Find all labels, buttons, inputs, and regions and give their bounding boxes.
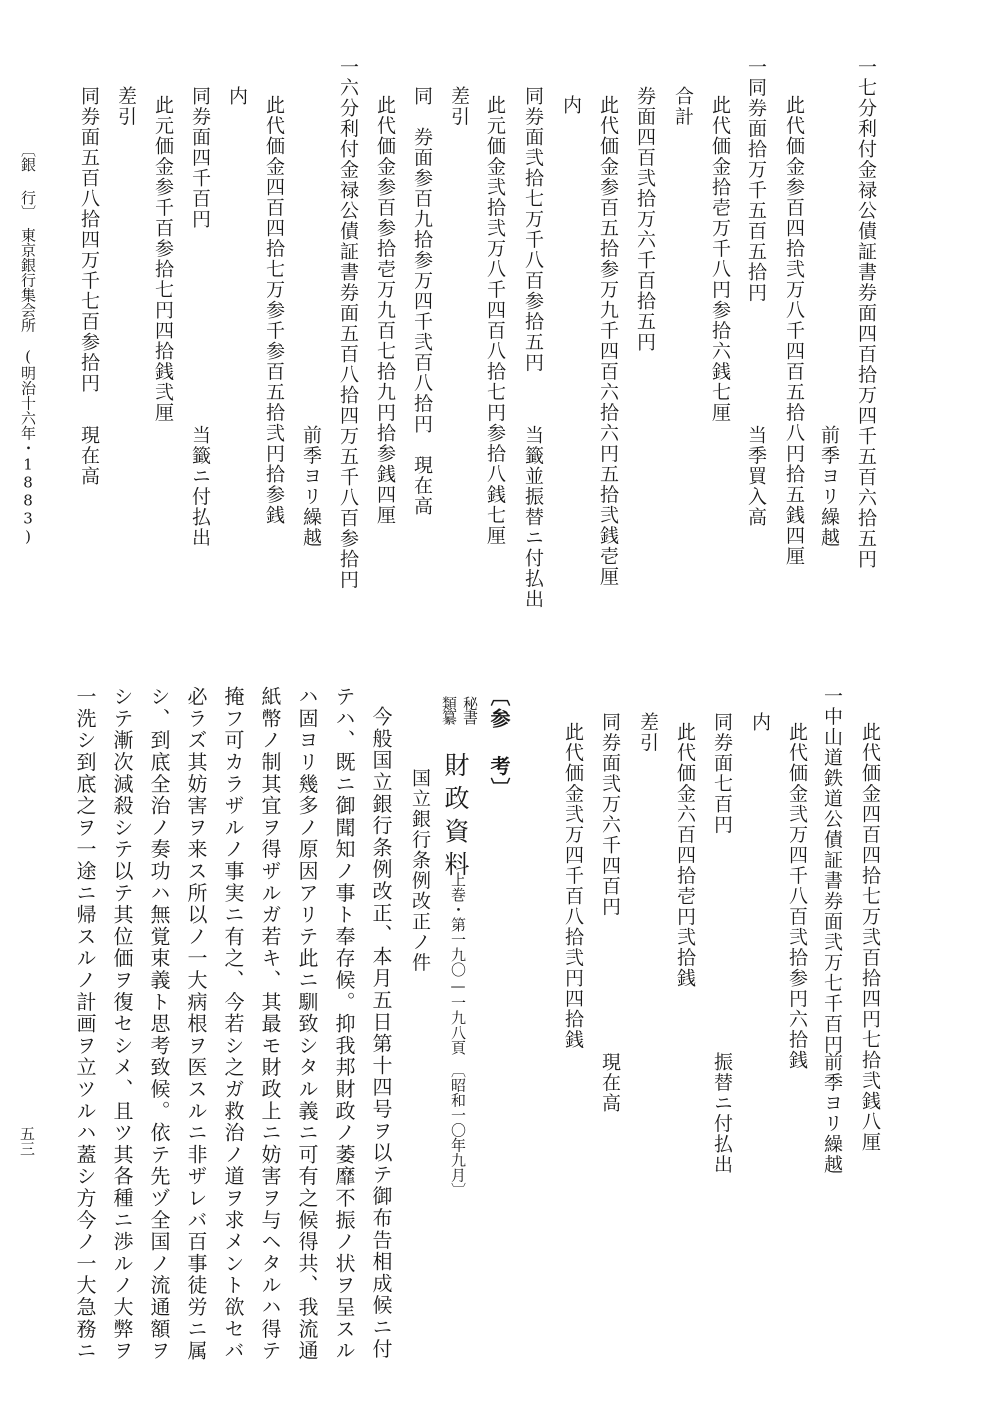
text-line: 同 券面参百九拾参万四千弐百八拾円 現在高 xyxy=(411,86,433,517)
text-line: 一七分利付金禄公債証書券面四百拾万四千五百六拾五円 xyxy=(855,57,877,570)
text-line: 券面四百弐拾万六千百拾五円 xyxy=(634,86,656,353)
text-line: 此元価金参千百参拾七円四拾銭弐厘 xyxy=(152,95,174,423)
text-line: 一中山道鉄道公債証書券面弐万七千百円 xyxy=(821,686,843,1055)
text-line: 同券面弐万六千四百円 xyxy=(599,712,621,917)
text-line: 此代価金拾壱万千八円参拾六銭七厘 xyxy=(709,95,731,423)
text-line: 当籤ニ付払出 xyxy=(189,425,211,548)
text-line: 一同券面拾万千五百五拾円 xyxy=(745,57,767,303)
source-title: 財政資料 xyxy=(441,752,470,884)
body-line: テハ、既ニ御聞知ノ事ト奉存候。抑我邦財政ノ萎靡不振ノ状ヲ呈スル xyxy=(332,686,356,1362)
body-line: 今般国立銀行条例改正、本月五日第十四号ヲ以テ御布告相成候ニ付 xyxy=(369,706,393,1360)
text-line: 同券面七百円 xyxy=(711,712,733,835)
text-line: 此代価金弐万四千百八拾弐円四拾銭 xyxy=(562,722,584,1050)
text-line: 此代価金弐万四千八百弐拾参円六拾銭 xyxy=(786,722,808,1071)
text-line: 内 xyxy=(226,86,248,107)
text-line: 此代価金参百五拾参万九千四百六拾六円五拾弐銭壱厘 xyxy=(597,95,619,587)
text-line: 此代価金参百参拾壱万九百七拾九円拾参銭四厘 xyxy=(374,95,396,526)
body-line: シ、到底全治ノ奏功ハ無覚束義ト思考致候。依テ先ヅ全国ノ流通額ヲ xyxy=(147,686,171,1362)
text-line: 前季ヨリ繰越 xyxy=(821,1052,843,1175)
text-line: 此代価金参百四拾弐万八千四百五拾八円拾五銭四厘 xyxy=(783,95,805,567)
text-line: 振替ニ付払出 xyxy=(711,1052,733,1175)
margin-header: 〔銀 行〕 東京銀行集会所 (明治十六年・1883) xyxy=(19,142,37,546)
text-line: 内 xyxy=(560,95,582,116)
body-line: ハ固ヨリ幾多ノ原因アリテ此ニ馴致シタル義ニ可有之候得共、我流通 xyxy=(295,686,319,1362)
source-citation: 上巻・第一九〇—一九八頁 〔昭和一〇年九月〕 xyxy=(449,872,467,1198)
source-label xyxy=(441,696,477,736)
body-line: 紙幣ノ制其宜ヲ得ザルガ若キ、其最モ財政上ニ妨害ヲ与ヘタルハ得テ xyxy=(258,686,282,1362)
text-line: 現在高 xyxy=(599,1052,621,1114)
source-label-part: 類纂 xyxy=(440,696,458,724)
page-number: 五三 xyxy=(18,1126,36,1156)
text-line: 現在高 xyxy=(78,425,100,487)
text-line: 合計 xyxy=(672,86,694,127)
text-line: 此代価金四百四拾七万参千参百五拾弐円拾参銭 xyxy=(263,95,285,526)
text-line: 差引 xyxy=(115,86,137,127)
text-line: 此元価金弐拾弐万八千四百八拾七円参拾八銭七厘 xyxy=(484,95,506,546)
text-line: 同券面弐拾七万千八百参拾五円 xyxy=(522,86,544,373)
body-line: 必ラズ其妨害ヲ来ス所以ノ一大病根ヲ医スルニ非ザレバ百事徒労ニ属 xyxy=(184,686,208,1362)
text-line: 前季ヨリ繰越 xyxy=(300,425,322,548)
text-line: 同券面五百八拾四万千七百参拾円 xyxy=(78,86,100,394)
text-line: 前季ヨリ繰越 xyxy=(818,425,840,548)
text-line: 同券面四千百円 xyxy=(189,86,211,230)
text-line: 此代価金六百四拾壱円弐拾銭 xyxy=(674,722,696,989)
body-line: 一洗シ到底之ヲ一途ニ帰スルノ計画ヲ立ツルハ蓋シ方今ノ一大急務ニ xyxy=(73,686,97,1362)
text-line: 此代価金四百四拾七万弐百拾四円七拾弐銭八厘 xyxy=(859,722,881,1153)
source-label-part: 秘書 xyxy=(461,696,479,724)
text-line: 内 xyxy=(749,712,771,733)
body-line: シテ漸次減殺シテ以テ其位価ヲ復セシメ、且ツ其各種ニ渉ルノ大弊ヲ xyxy=(110,686,134,1362)
text-line: 一六分利付金禄公債証書券面五百八拾四万五千八百参拾円 xyxy=(337,57,359,590)
document-title: 国立銀行条例改正ノ件 xyxy=(409,768,431,973)
reference-heading: 〔参 考〕 xyxy=(487,686,511,799)
text-line: 差引 xyxy=(448,86,470,127)
text-line: 差引 xyxy=(637,712,659,753)
body-line: 掩フ可カラザルノ事実ニ有之、今若シ之ガ救治ノ道ヲ求メント欲セバ xyxy=(221,686,245,1362)
text-line: 当籤並振替ニ付払出 xyxy=(522,425,544,610)
text-line: 当季買入高 xyxy=(745,425,767,528)
